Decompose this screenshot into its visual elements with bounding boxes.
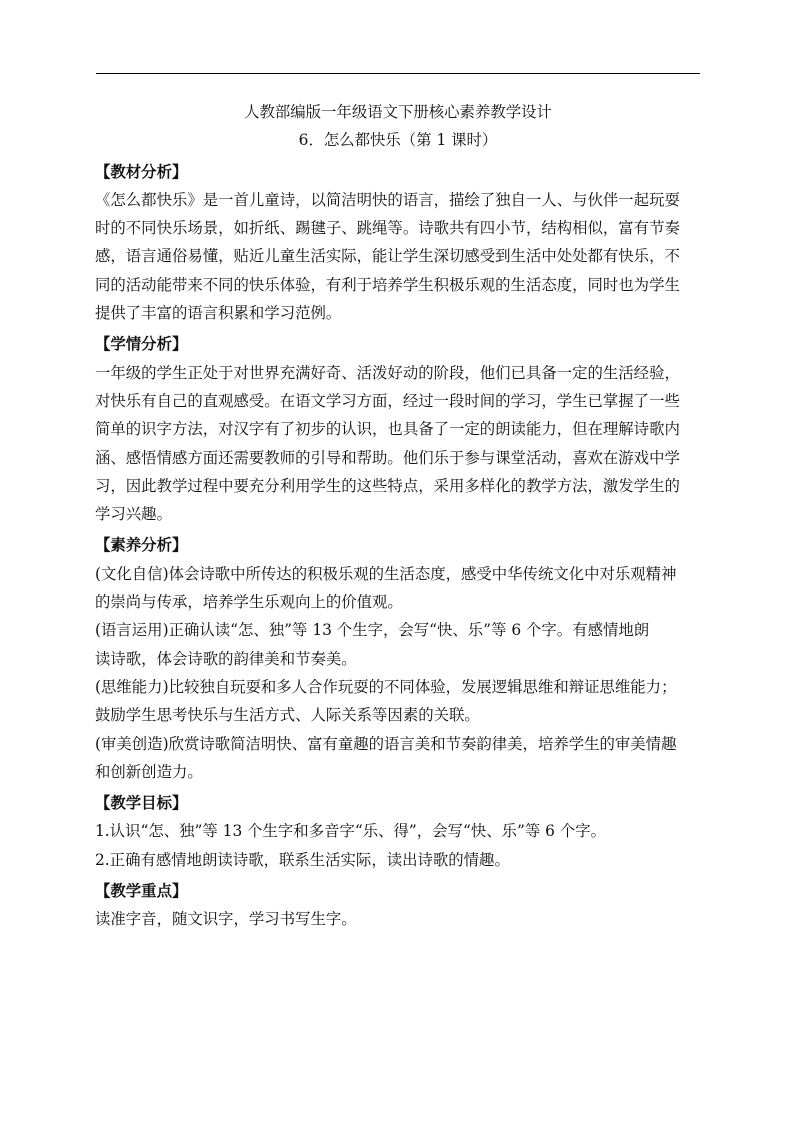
text-line: (思维能力)比较独自玩耍和多人合作玩耍的不同体验，发展逻辑思维和辩证思维能力； bbox=[95, 677, 677, 696]
text-line: (文化自信)体会诗歌中所传达的积极乐观的生活态度，感受中华传统文化中对乐观精神 bbox=[95, 564, 677, 583]
paragraph-language-use bbox=[95, 616, 701, 673]
text-line: 学习兴趣。 bbox=[95, 505, 172, 524]
paragraph bbox=[95, 905, 701, 933]
text-line: (审美创造)欣赏诗歌简洁明快、富有童趣的语言美和节奏韵律美，培养学生的审美情趣 bbox=[95, 734, 677, 753]
paragraph bbox=[95, 359, 701, 529]
text-line: 1.认识“怎、独”等 13 个生字和多音字“乐、得”，会写“快、乐”等 6 个字。 bbox=[95, 822, 606, 841]
section-student-analysis bbox=[95, 330, 701, 528]
text-line: 同的活动能带来不同的快乐体验，有利于培养学生积极乐观的生活态度，同时也为学生 bbox=[95, 275, 680, 294]
objective-item bbox=[95, 817, 701, 845]
section-competency-analysis bbox=[95, 531, 701, 786]
section-textbook-analysis bbox=[95, 158, 701, 328]
text-line: 读诗歌，体会诗歌的韵律美和节奏美。 bbox=[95, 649, 357, 668]
text-line: (语言运用)正确认读“怎、独”等 13 个生字，会写“快、乐”等 6 个字。有感情地朗 bbox=[95, 621, 650, 640]
text-line: 习，因此教学过程中要充分利用学生的这些特点，采用多样化的教学方法，激发学生的 bbox=[95, 476, 680, 495]
text-line: 和创新创造力。 bbox=[95, 762, 203, 781]
text-line: 一年级的学生正处于对世界充满好奇、活泼好动的阶段，他们已具备一定的生活经验， bbox=[95, 363, 680, 382]
text-line: 2.正确有感情地朗读诗歌，联系生活实际，读出诗歌的情趣。 bbox=[95, 850, 510, 869]
text-line: 涵、感悟情感方面还需要教师的引导和帮助。他们乐于参与课堂活动，喜欢在游戏中学 bbox=[95, 448, 680, 467]
text-line: 时的不同快乐场景，如折纸、踢毽子、跳绳等。诗歌共有四小节，结构相似，富有节奏 bbox=[95, 219, 680, 238]
paragraph-thinking-ability bbox=[95, 673, 701, 730]
section-heading: 【教材分析】 bbox=[95, 162, 188, 181]
section-teaching-focus bbox=[95, 877, 701, 934]
objective-item bbox=[95, 846, 701, 874]
text-line: 的崇尚与传承，培养学生乐观向上的价值观。 bbox=[95, 593, 403, 612]
header-rule bbox=[96, 73, 700, 74]
lesson-subtitle: 6．怎么都快乐（第 1 课时） bbox=[298, 131, 498, 150]
text-line: 《怎么都快乐》是一首儿童诗，以简洁明快的语言，描绘了独自一人、与伙伴一起玩耍 bbox=[95, 190, 680, 209]
text-line: 提供了丰富的语言积累和学习范例。 bbox=[95, 304, 342, 323]
text-line: 感，语言通俗易懂，贴近儿童生活实际，能让学生深切感受到生活中处处都有快乐，不 bbox=[95, 247, 680, 266]
section-heading: 【学情分析】 bbox=[95, 335, 188, 354]
section-heading: 【教学目标】 bbox=[95, 794, 188, 813]
section-teaching-objectives bbox=[95, 789, 701, 874]
section-heading: 【教学重点】 bbox=[95, 882, 188, 901]
paragraph-aesthetic-creation bbox=[95, 730, 701, 787]
document-title: 人教部编版一年级语文下册核心素养教学设计 bbox=[244, 103, 552, 121]
text-line: 读准字音，随文识字，学习书写生字。 bbox=[95, 910, 357, 929]
document-body bbox=[95, 98, 701, 934]
text-line: 简单的识字方法，对汉字有了初步的认识，也具备了一定的朗读能力，但在理解诗歌内 bbox=[95, 420, 680, 439]
paragraph-cultural-confidence bbox=[95, 560, 701, 617]
text-line: 鼓励学生思考快乐与生活方式、人际关系等因素的关联。 bbox=[95, 706, 480, 725]
section-heading: 【素养分析】 bbox=[95, 536, 188, 555]
paragraph bbox=[95, 186, 701, 327]
text-line: 对快乐有自己的直观感受。在语文学习方面，经过一段时间的学习，学生已掌握了一些 bbox=[95, 391, 680, 410]
